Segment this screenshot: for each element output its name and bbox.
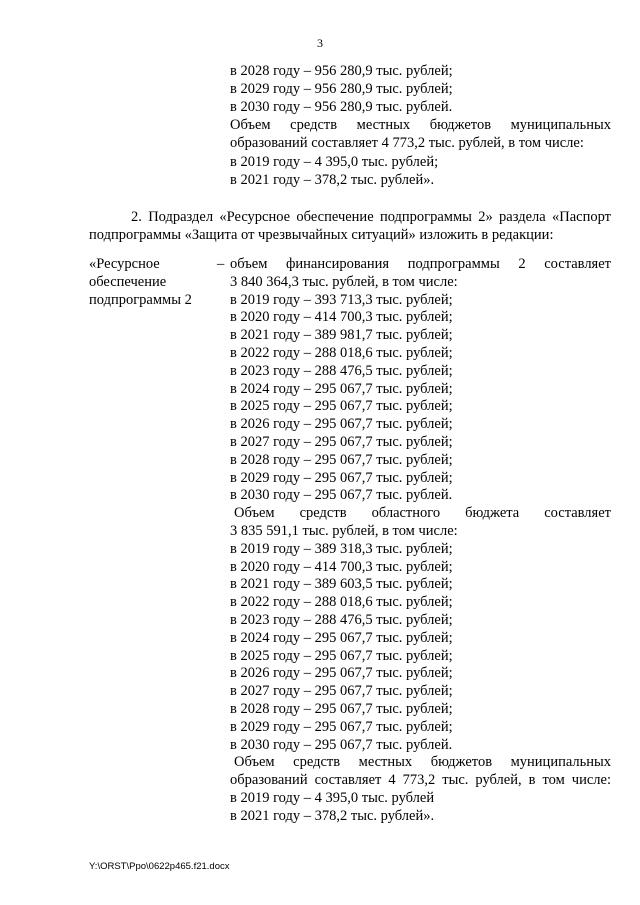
value-line: в 2022 году – 288 018,6 тыс. рублей; [230,594,453,611]
text-line: в 2029 году – 956 280,9 тыс. рублей; [230,81,453,98]
value-line: в 2027 году – 295 067,7 тыс. рублей; [230,434,453,450]
value-line: Объем средств областного бюджета составляет [234,505,611,522]
value-line: в 2025 году – 295 067,7 тыс. рублей; [230,398,453,415]
value-line: в 2020 году – 414 700,3 тыс. рублей; [230,309,453,326]
value-line: в 2030 году – 295 067,7 тыс. рублей. [230,487,453,504]
page-number: 3 [317,36,323,50]
value-line: в 2021 году – 378,2 тыс. рублей». [230,807,435,824]
value-line: в 2019 году – 393 713,3 тыс. рублей; [230,291,453,308]
value-line: 3 840 364,3 тыс. рублей, в том числе: [230,273,458,290]
value-line: в 2030 году – 295 067,7 тыс. рублей. [230,736,453,753]
paragraph-line-1: 2. Подраздел «Ресурсное обеспечение подпрограммы 2» раздела «Паспорт [131,209,611,225]
text-line: Объем средств местных бюджетов муниципальных [230,117,611,134]
value-line: в 2024 году – 295 067,7 тыс. рублей; [230,629,453,646]
text-line: в 2030 году – 956 280,9 тыс. рублей. [230,99,453,116]
text-line: в 2019 году – 4 395,0 тыс. рублей; [230,153,439,170]
value-line: в 2020 году – 414 700,3 тыс. рублей; [230,558,453,575]
paragraph-line-2: подпрограммы «Защита от чрезвычайных ситуаций» изложить в редакции: [89,227,554,243]
value-line: в 2021 году – 389 981,7 тыс. рублей; [230,327,453,344]
value-line: в 2027 году – 295 067,7 тыс. рублей; [230,683,453,700]
value-line: в 2023 году – 288 476,5 тыс. рублей; [230,612,453,628]
value-line: Объем средств местных бюджетов муниципальных [234,754,611,771]
value-line: 3 835 591,1 тыс. рублей, в том числе: [230,523,458,539]
text-line: в 2028 году – 956 280,9 тыс. рублей; [230,63,453,79]
value-line: в 2029 году – 295 067,7 тыс. рублей; [230,469,453,486]
value-line: в 2029 году – 295 067,7 тыс. рублей; [230,718,453,735]
label-line: обеспечение [89,274,167,291]
value-line: в 2022 году – 288 018,6 тыс. рублей; [230,345,453,361]
value-line: в 2021 году – 389 603,5 тыс. рублей; [230,576,453,593]
text-line: образований составляет 4 773,2 тыс. рублей, в том числе: [230,135,584,152]
value-line: в 2028 году – 295 067,7 тыс. рублей; [230,701,453,717]
value-line: в 2025 году – 295 067,7 тыс. рублей; [230,647,453,664]
value-line: в 2026 году – 295 067,7 тыс. рублей; [230,665,453,682]
value-line: в 2019 году – 389 318,3 тыс. рублей; [230,540,453,557]
label-line: подпрограммы 2 [89,292,192,309]
value-line: в 2023 году – 288 476,5 тыс. рублей; [230,362,453,379]
value-line: объем финансирования подпрограммы 2 составляет [230,256,611,272]
text-line: в 2021 году – 378,2 тыс. рублей». [230,171,435,188]
value-line: образований составляет 4 773,2 тыс. рублей, в том числе: [230,772,611,789]
value-line: в 2019 году – 4 395,0 тыс. рублей [230,790,435,806]
label-dash: – [217,256,225,272]
value-line: в 2028 году – 295 067,7 тыс. рублей; [230,451,453,468]
label-line: «Ресурсное [89,256,160,272]
value-line: в 2024 году – 295 067,7 тыс. рублей; [230,380,453,397]
value-line: в 2026 году – 295 067,7 тыс. рублей; [230,416,453,433]
document-path-footer: Y:\ORST\Ppo\0622p465.f21.docx [89,861,230,872]
